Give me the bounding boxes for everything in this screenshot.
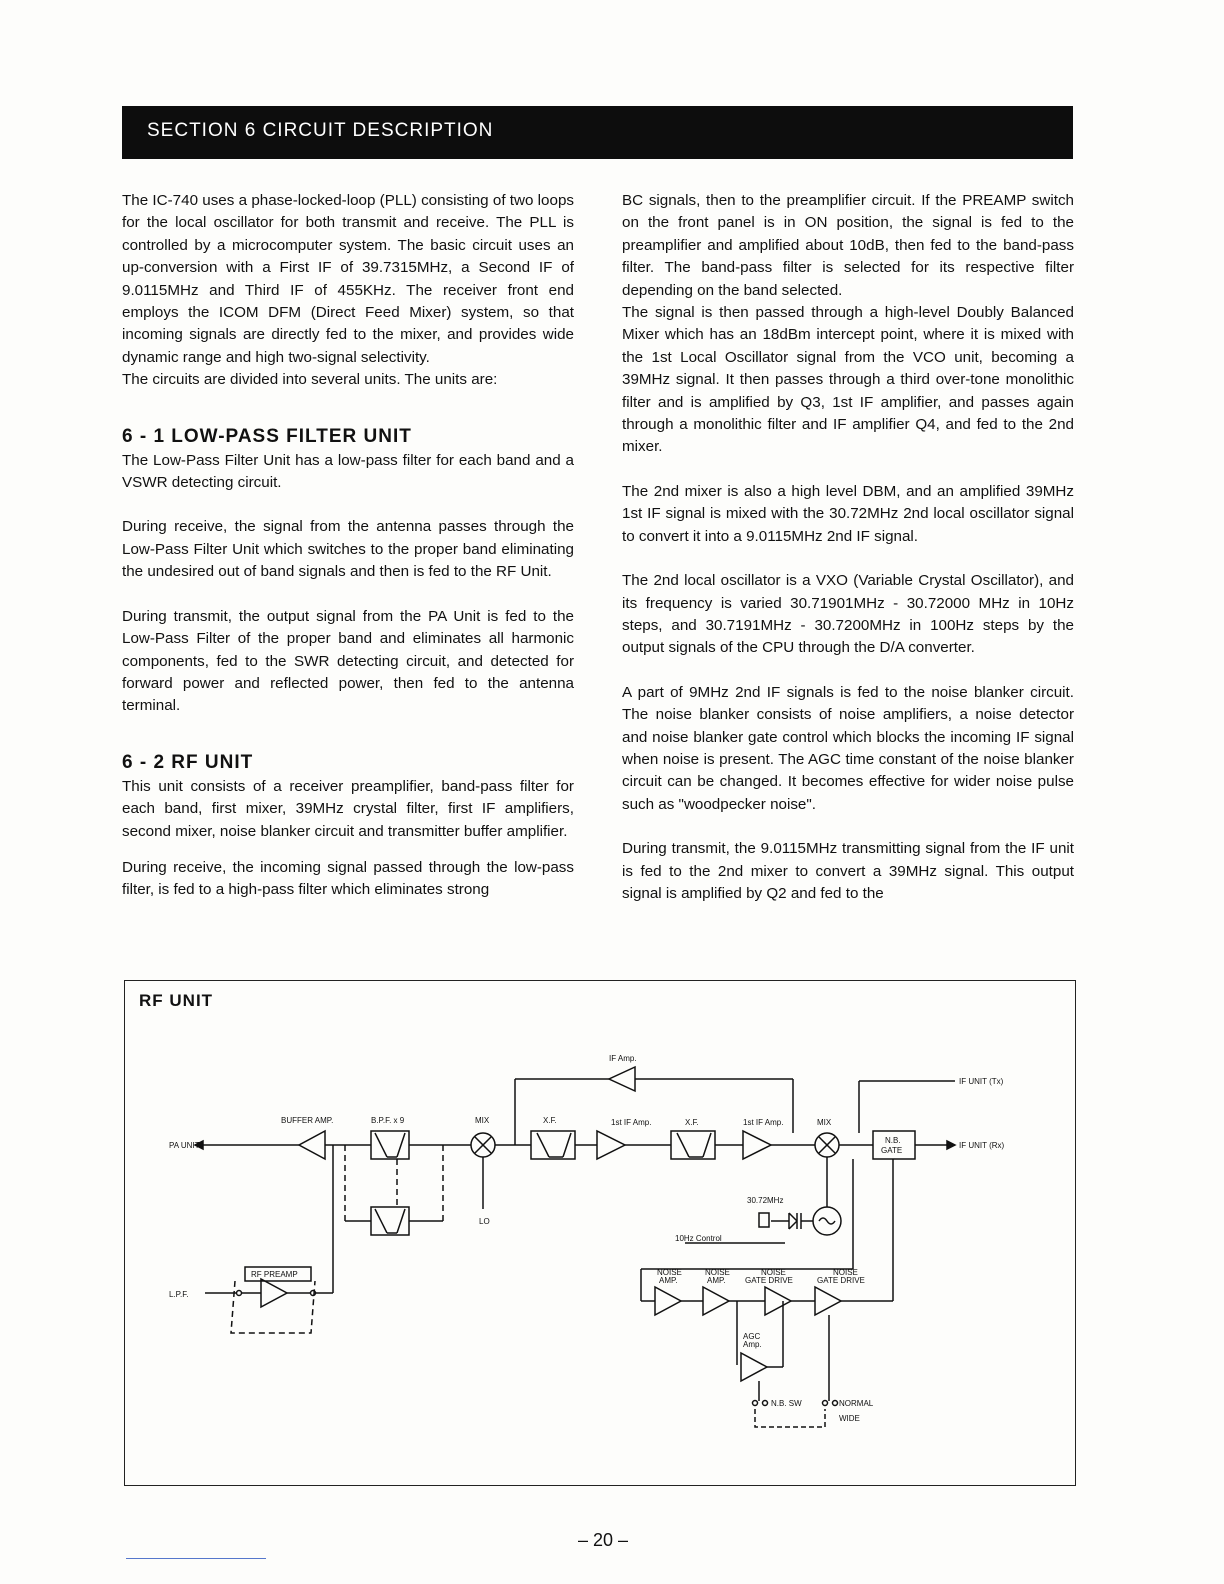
label-pa-unit: PA UNIT [169,1141,200,1150]
if-amp-1-symbol [597,1131,625,1159]
section-header-banner [122,106,1073,159]
if-amp-tx-symbol [609,1067,635,1091]
diagram-labels [169,1054,1005,1423]
label-if-amp: IF Amp. [609,1054,637,1063]
intro-units-line: The circuits are divided into several units. The units are: [122,371,498,389]
noise-amp-2-symbol [703,1287,729,1315]
label-agc-amp-a: AGC [743,1332,761,1341]
label-noise-amp-1a: NOISE [657,1268,682,1277]
page-number: – 20 – [578,1530,629,1550]
label-noise-amp-2a: NOISE [705,1268,730,1277]
right-paragraph-6: During transmit, the 9.0115MHz transmitting signal from the IF unit is fed to the 2nd mixer to convert a 39MHz signal. This output signal is amplified by Q2 and fed to the [622,840,1074,902]
label-xf-2: X.F. [685,1118,699,1127]
lpf-paragraph-2: During receive, the signal from the antenna passes through the Low-Pass Filter Unit which switches to the proper band eliminating the undesired out of band signals and then is fed to the RF Unit. [122,518,574,581]
footer-rule [126,1558,266,1559]
heading-6-2: 6 - 2 RF UNIT [122,751,254,773]
label-osc-freq: 30.72MHz [747,1196,784,1205]
label-gate-drive-1a: NOISE [761,1268,786,1277]
label-noise-amp-1b: AMP. [659,1276,678,1285]
label-lpf: L.P.F. [169,1290,189,1299]
rf-preamp-symbol [261,1279,287,1307]
label-rf-preamp: RF PREAMP [251,1270,298,1279]
label-normal: NORMAL [839,1399,874,1408]
label-gate-drive-2b: GATE DRIVE [817,1276,865,1285]
right-paragraph-5: A part of 9MHz 2nd IF signals is fed to the noise blanker circuit. The noise blanker consists of noise amplifiers, a noise detector and noise blanker gate control which blocks the incoming IF signal when noise is present. The AGC time constant of the noise blanker circuit can be changed. It becomes effective for wider noise pulse such as "woodpecker noise". [622,683,1074,813]
noise-amp-1-symbol [655,1287,681,1315]
label-buffer-amp: BUFFER AMP. [281,1116,334,1125]
right-paragraph-3: The 2nd mixer is also a high level DBM, and an amplified 39MHz 1st IF signal is mixed with the 30.72MHz 2nd local oscillator signal to convert it into a 9.0115MHz 2nd IF signal. [622,482,1074,545]
gate-drive-2-symbol [815,1287,841,1315]
label-noise-amp-2b: AMP. [707,1276,726,1285]
block-diagram-svg [125,981,1075,1485]
label-1st-if-amp-1: 1st IF Amp. [611,1118,652,1127]
label-mix-2: MIX [817,1118,832,1127]
rf-paragraph-1: This unit consists of a receiver preamplifier, band-pass filter for each band, first mixer, 39MHz crystal filter, first IF amplifiers, second mixer, noise blanker circuit and transmitter buffer amplifier. [122,777,574,840]
label-lo: LO [479,1217,490,1226]
agc-amp-symbol [741,1353,767,1381]
section-title: SECTION 6 CIRCUIT DESCRIPTION [147,120,494,141]
label-xf-1: X.F. [543,1116,557,1125]
intro-paragraph: The IC-740 uses a phase-locked-loop (PLL) consisting of two loops for the local oscillator for both transmit and receive. The PLL is controlled by a microcomputer system. The basic circuit uses an up-conversion with a First IF of 39.7315MHz, a Second IF of 9.0115MHz and Third IF of 455KHz. The receiver front end employs the ICOM DFM (Direct Feed Mixer) system, so that incoming signals are directly fed to the mixer, and provides wide dynamic range and high two-signal selectivity. [122,192,574,366]
label-10hz-control: 10Hz Control [675,1234,722,1243]
label-if-unit-rx: IF UNIT (Rx) [959,1141,1005,1150]
rf-unit-block-diagram [124,980,1076,1486]
buffer-amp-symbol [299,1131,325,1159]
left-column [122,190,574,902]
diagram-title: RF UNIT [139,991,214,1010]
label-mix-1: MIX [475,1116,490,1125]
label-agc-amp-b: Amp. [743,1340,762,1349]
label-wide: WIDE [839,1414,860,1423]
label-gate-drive-2a: NOISE [833,1268,858,1277]
lpf-paragraph-1: The Low-Pass Filter Unit has a low-pass filter for each band and a VSWR detecting circuit. [122,451,574,492]
heading-6-1: 6 - 1 LOW-PASS FILTER UNIT [122,425,412,447]
label-if-unit-tx: IF UNIT (Tx) [959,1077,1004,1086]
gate-drive-1-symbol [765,1287,791,1315]
if-amp-2-symbol [743,1131,771,1159]
label-gate-drive-1b: GATE DRIVE [745,1276,793,1285]
label-nb-gate-1: N.B. [885,1136,901,1145]
right-column [622,190,1074,905]
label-bpf: B.P.F. x 9 [371,1116,405,1125]
label-nb-gate-2: GATE [881,1146,903,1155]
label-1st-if-amp-2: 1st IF Amp. [743,1118,784,1127]
lpf-paragraph-3: During transmit, the output signal from the PA Unit is fed to the Low-Pass Filter of the proper band and eliminates all harmonic components, fed to the SWR detecting circuit, and detected for forward power and reflected power, then fed to the antenna terminal. [122,607,574,715]
right-paragraph-2: The signal is then passed through a high-level Doubly Balanced Mixer which has an 18dBm intercept point, where it is mixed with the 1st Local Oscillator signal from the VCO unit, becoming a 39MHz signal. It then passes through a third over-tone monolithic filter and is amplified by Q3, 1st IF amplifier, and passes again through a monolithic filter and IF amplifier Q4, and fed to the 2nd mixer. [622,304,1074,456]
right-paragraph-4: The 2nd local oscillator is a VXO (Variable Crystal Oscillator), and its frequency is varied 30.71901MHz - 30.72000 MHz in 10Hz steps, and 30.7191MHz - 30.7200MHz in 100Hz steps by the output signals of the CPU through the D/A converter. [622,572,1074,657]
label-nb-sw: N.B. SW [771,1399,802,1408]
right-paragraph-1: BC signals, then to the preamplifier circuit. If the PREAMP switch on the front panel is in ON position, the signal is fed to the preamplifier and amplified about 10dB, then fed to the band-pass filter. The band-pass filter is selected for its respective filter depending on the band selected. [622,192,1074,299]
rf-paragraph-2: During receive, the incoming signal passed through the low-pass filter, is fed to a high-pass filter which eliminates strong [122,858,574,899]
